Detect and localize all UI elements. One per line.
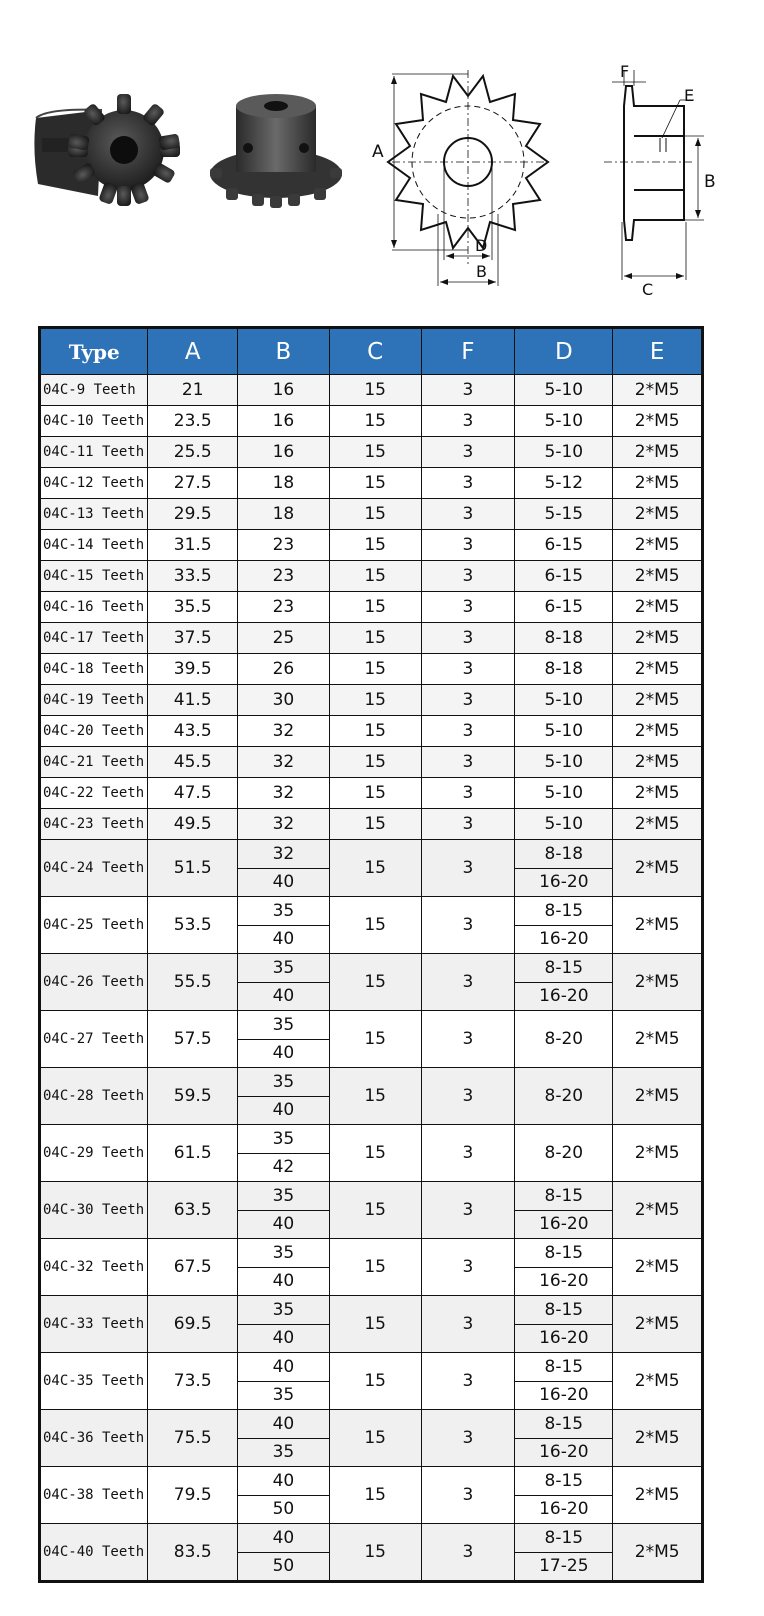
a-cell: 29.5: [148, 499, 238, 530]
e-cell: 2*M5: [613, 1296, 703, 1353]
f-cell: 3: [421, 468, 515, 499]
b-cell: 32: [238, 809, 330, 840]
type-cell: 04C-20 Teeth: [40, 716, 148, 747]
f-cell: 3: [421, 1182, 515, 1239]
dim-label-f: F: [620, 62, 630, 81]
e-cell: 2*M5: [613, 1182, 703, 1239]
e-cell: 2*M5: [613, 747, 703, 778]
f-cell: 3: [421, 1239, 515, 1296]
a-cell: 21: [148, 375, 238, 406]
e-cell: 2*M5: [613, 1125, 703, 1182]
b-cell: 18: [238, 468, 330, 499]
d-cell-value: 16-20: [539, 985, 589, 1006]
b-cell-value: 40: [272, 928, 295, 949]
table-header-row: [40, 328, 703, 375]
c-cell: 15: [329, 840, 421, 897]
e-cell: 2*M5: [613, 406, 703, 437]
b-cell-value: 40: [272, 1042, 295, 1063]
c-cell: 15: [329, 654, 421, 685]
f-cell: 3: [421, 778, 515, 809]
b-cell-value: 35: [238, 1240, 329, 1268]
d-cell-value: 16-20: [539, 1213, 589, 1234]
b-cell-value: 40: [272, 985, 295, 1006]
b-cell-value: 35: [238, 955, 329, 983]
b-cell-value: 40: [238, 1468, 329, 1496]
b-cell: [238, 840, 330, 897]
sprocket-front-drawing: [368, 64, 568, 300]
type-cell: 04C-13 Teeth: [40, 499, 148, 530]
table-row: [40, 1182, 703, 1239]
product-images: [0, 0, 764, 318]
type-cell: 04C-26 Teeth: [40, 954, 148, 1011]
b-cell-value: 50: [272, 1555, 295, 1576]
e-cell: 2*M5: [613, 592, 703, 623]
a-cell: 31.5: [148, 530, 238, 561]
table-row: [40, 1467, 703, 1524]
b-cell: 16: [238, 406, 330, 437]
d-cell-value: 8-15: [515, 1525, 612, 1553]
type-cell: 04C-33 Teeth: [40, 1296, 148, 1353]
c-cell: 15: [329, 437, 421, 468]
e-cell: 2*M5: [613, 778, 703, 809]
table-row: [40, 1011, 703, 1068]
d-cell: 8-20: [515, 1011, 613, 1068]
c-cell: 15: [329, 1068, 421, 1125]
f-cell: 3: [421, 1467, 515, 1524]
type-cell: 04C-22 Teeth: [40, 778, 148, 809]
f-cell: 3: [421, 716, 515, 747]
b-cell: [238, 1182, 330, 1239]
f-cell: 3: [421, 1068, 515, 1125]
b-cell: 23: [238, 592, 330, 623]
d-cell-value: 8-15: [515, 1411, 612, 1439]
d-cell: [515, 897, 613, 954]
type-cell: 04C-10 Teeth: [40, 406, 148, 437]
d-cell: 5-10: [515, 437, 613, 468]
a-cell: 23.5: [148, 406, 238, 437]
a-cell: 59.5: [148, 1068, 238, 1125]
f-cell: 3: [421, 1011, 515, 1068]
f-cell: 3: [421, 406, 515, 437]
f-cell: 3: [421, 530, 515, 561]
a-cell: 43.5: [148, 716, 238, 747]
type-cell: 04C-25 Teeth: [40, 897, 148, 954]
type-cell: 04C-18 Teeth: [40, 654, 148, 685]
table-row: [40, 1296, 703, 1353]
b-cell-value: 35: [272, 1441, 295, 1462]
table-row: [40, 685, 703, 716]
f-cell: 3: [421, 375, 515, 406]
e-cell: 2*M5: [613, 1524, 703, 1582]
dim-label-e: E: [684, 86, 695, 105]
a-cell: 47.5: [148, 778, 238, 809]
c-cell: 15: [329, 623, 421, 654]
table-row: [40, 778, 703, 809]
b-cell-value: 35: [238, 1126, 329, 1154]
spec-table-container: [38, 326, 704, 1583]
e-cell: 2*M5: [613, 623, 703, 654]
d-cell: 8-20: [515, 1068, 613, 1125]
c-cell: 15: [329, 406, 421, 437]
table-row: [40, 954, 703, 1011]
d-cell-value: 8-15: [515, 1354, 612, 1382]
table-row: [40, 592, 703, 623]
b-cell: 32: [238, 778, 330, 809]
a-cell: 63.5: [148, 1182, 238, 1239]
type-cell: 04C-15 Teeth: [40, 561, 148, 592]
d-cell: [515, 1524, 613, 1582]
f-cell: 3: [421, 654, 515, 685]
d-cell: 5-10: [515, 716, 613, 747]
b-cell: 16: [238, 437, 330, 468]
b-cell: 25: [238, 623, 330, 654]
a-cell: 67.5: [148, 1239, 238, 1296]
b-cell: 30: [238, 685, 330, 716]
d-cell: [515, 1467, 613, 1524]
d-cell: [515, 1239, 613, 1296]
c-cell: 15: [329, 1467, 421, 1524]
f-cell: 3: [421, 437, 515, 468]
f-cell: 3: [421, 623, 515, 654]
d-cell: 6-15: [515, 530, 613, 561]
table-row: [40, 1125, 703, 1182]
b-cell: 23: [238, 561, 330, 592]
table-row: [40, 623, 703, 654]
d-cell: 5-10: [515, 375, 613, 406]
d-cell-value: 16-20: [539, 1384, 589, 1405]
type-cell: 04C-28 Teeth: [40, 1068, 148, 1125]
c-cell: 15: [329, 1239, 421, 1296]
dim-label-d: D: [475, 236, 488, 255]
table-row: [40, 747, 703, 778]
header-f: F: [421, 328, 515, 375]
b-cell: 32: [238, 747, 330, 778]
e-cell: 2*M5: [613, 530, 703, 561]
b-cell-value: 40: [238, 1525, 329, 1553]
header-c: C: [329, 328, 421, 375]
d-cell: [515, 954, 613, 1011]
e-cell: 2*M5: [613, 1239, 703, 1296]
e-cell: 2*M5: [613, 1353, 703, 1410]
type-cell: 04C-21 Teeth: [40, 747, 148, 778]
e-cell: 2*M5: [613, 1410, 703, 1467]
b-cell-value: 40: [272, 1327, 295, 1348]
e-cell: 2*M5: [613, 654, 703, 685]
table-row: [40, 1068, 703, 1125]
d-cell: [515, 1182, 613, 1239]
table-row: [40, 654, 703, 685]
e-cell: 2*M5: [613, 716, 703, 747]
dim-label-c: C: [642, 280, 654, 299]
e-cell: 2*M5: [613, 840, 703, 897]
d-cell-value: 17-25: [539, 1555, 589, 1576]
f-cell: 3: [421, 1125, 515, 1182]
header-d: D: [515, 328, 613, 375]
table-row: [40, 716, 703, 747]
a-cell: 75.5: [148, 1410, 238, 1467]
type-cell: 04C-32 Teeth: [40, 1239, 148, 1296]
e-cell: 2*M5: [613, 1068, 703, 1125]
d-cell-value: 16-20: [539, 1270, 589, 1291]
d-cell: 5-10: [515, 809, 613, 840]
b-cell: [238, 954, 330, 1011]
d-cell-value: 8-15: [515, 955, 612, 983]
table-row: [40, 840, 703, 897]
d-cell-value: 16-20: [539, 871, 589, 892]
dim-label-a: A: [372, 142, 384, 162]
d-cell: 8-18: [515, 654, 613, 685]
a-cell: 51.5: [148, 840, 238, 897]
e-cell: 2*M5: [613, 561, 703, 592]
header-a: A: [148, 328, 238, 375]
f-cell: 3: [421, 592, 515, 623]
table-row: [40, 468, 703, 499]
e-cell: 2*M5: [613, 809, 703, 840]
b-cell: [238, 1068, 330, 1125]
b-cell-value: 40: [272, 871, 295, 892]
table-row: [40, 499, 703, 530]
c-cell: 15: [329, 778, 421, 809]
type-cell: 04C-30 Teeth: [40, 1182, 148, 1239]
b-cell: 16: [238, 375, 330, 406]
f-cell: 3: [421, 897, 515, 954]
d-cell: 5-15: [515, 499, 613, 530]
table-row: [40, 437, 703, 468]
b-cell-value: 40: [272, 1213, 295, 1234]
a-cell: 49.5: [148, 809, 238, 840]
a-cell: 61.5: [148, 1125, 238, 1182]
type-cell: 04C-29 Teeth: [40, 1125, 148, 1182]
b-cell: [238, 897, 330, 954]
c-cell: 15: [329, 685, 421, 716]
a-cell: 35.5: [148, 592, 238, 623]
a-cell: 83.5: [148, 1524, 238, 1582]
b-cell: [238, 1296, 330, 1353]
d-cell: 8-18: [515, 623, 613, 654]
d-cell-value: 16-20: [539, 1441, 589, 1462]
f-cell: 3: [421, 954, 515, 1011]
e-cell: 2*M5: [613, 468, 703, 499]
c-cell: 15: [329, 1011, 421, 1068]
a-cell: 45.5: [148, 747, 238, 778]
c-cell: 15: [329, 897, 421, 954]
b-cell: [238, 1011, 330, 1068]
f-cell: 3: [421, 1353, 515, 1410]
type-cell: 04C-17 Teeth: [40, 623, 148, 654]
d-cell: 6-15: [515, 561, 613, 592]
b-cell-value: 50: [272, 1498, 295, 1519]
table-body: [40, 375, 703, 1582]
b-cell-value: 35: [238, 1012, 329, 1040]
table-row: [40, 897, 703, 954]
c-cell: 15: [329, 1353, 421, 1410]
e-cell: 2*M5: [613, 1467, 703, 1524]
d-cell: 5-10: [515, 778, 613, 809]
b-cell-value: 35: [272, 1384, 295, 1405]
d-cell: 5-10: [515, 406, 613, 437]
table-row: [40, 1353, 703, 1410]
b-cell: [238, 1410, 330, 1467]
b-cell: [238, 1467, 330, 1524]
a-cell: 53.5: [148, 897, 238, 954]
c-cell: 15: [329, 1524, 421, 1582]
dim-label-b-front: B: [476, 262, 487, 281]
e-cell: 2*M5: [613, 685, 703, 716]
f-cell: 3: [421, 809, 515, 840]
c-cell: 15: [329, 530, 421, 561]
b-cell-value: 42: [272, 1156, 295, 1177]
b-cell: [238, 1524, 330, 1582]
b-cell: [238, 1353, 330, 1410]
sprocket-photo-angled: [206, 92, 346, 210]
e-cell: 2*M5: [613, 1011, 703, 1068]
c-cell: 15: [329, 375, 421, 406]
d-cell-value: 16-20: [539, 1498, 589, 1519]
a-cell: 33.5: [148, 561, 238, 592]
d-cell: [515, 1353, 613, 1410]
type-cell: 04C-14 Teeth: [40, 530, 148, 561]
type-cell: 04C-9 Teeth: [40, 375, 148, 406]
b-cell-value: 35: [238, 898, 329, 926]
type-cell: 04C-24 Teeth: [40, 840, 148, 897]
b-cell-value: 40: [238, 1354, 329, 1382]
d-cell: 5-10: [515, 747, 613, 778]
type-cell: 04C-27 Teeth: [40, 1011, 148, 1068]
d-cell-value: 8-15: [515, 1240, 612, 1268]
d-cell-value: 16-20: [539, 928, 589, 949]
a-cell: 37.5: [148, 623, 238, 654]
b-cell: [238, 1125, 330, 1182]
type-cell: 04C-35 Teeth: [40, 1353, 148, 1410]
e-cell: 2*M5: [613, 897, 703, 954]
type-cell: 04C-12 Teeth: [40, 468, 148, 499]
type-cell: 04C-16 Teeth: [40, 592, 148, 623]
f-cell: 3: [421, 747, 515, 778]
a-cell: 41.5: [148, 685, 238, 716]
c-cell: 15: [329, 809, 421, 840]
c-cell: 15: [329, 561, 421, 592]
b-cell-value: 32: [238, 841, 329, 869]
type-cell: 04C-38 Teeth: [40, 1467, 148, 1524]
f-cell: 3: [421, 1524, 515, 1582]
c-cell: 15: [329, 1182, 421, 1239]
d-cell: [515, 840, 613, 897]
b-cell: 26: [238, 654, 330, 685]
c-cell: 15: [329, 1296, 421, 1353]
f-cell: 3: [421, 1296, 515, 1353]
d-cell-value: 8-15: [515, 1297, 612, 1325]
c-cell: 15: [329, 468, 421, 499]
d-cell-value: 8-15: [515, 898, 612, 926]
e-cell: 2*M5: [613, 954, 703, 1011]
c-cell: 15: [329, 716, 421, 747]
header-type: Type: [40, 328, 148, 375]
d-cell: [515, 1410, 613, 1467]
a-cell: 27.5: [148, 468, 238, 499]
c-cell: 15: [329, 954, 421, 1011]
table-row: [40, 1524, 703, 1582]
dim-label-b-side: B: [704, 172, 716, 192]
type-cell: 04C-11 Teeth: [40, 437, 148, 468]
d-cell-value: 16-20: [539, 1327, 589, 1348]
d-cell: 8-20: [515, 1125, 613, 1182]
type-cell: 04C-36 Teeth: [40, 1410, 148, 1467]
type-cell: 04C-40 Teeth: [40, 1524, 148, 1582]
a-cell: 69.5: [148, 1296, 238, 1353]
a-cell: 39.5: [148, 654, 238, 685]
spec-table: [38, 326, 704, 1583]
c-cell: 15: [329, 747, 421, 778]
table-row: [40, 1239, 703, 1296]
table-row: [40, 809, 703, 840]
f-cell: 3: [421, 1410, 515, 1467]
d-cell-value: 8-15: [515, 1183, 612, 1211]
b-cell: 23: [238, 530, 330, 561]
a-cell: 57.5: [148, 1011, 238, 1068]
header-e: E: [613, 328, 703, 375]
table-row: [40, 561, 703, 592]
a-cell: 25.5: [148, 437, 238, 468]
a-cell: 73.5: [148, 1353, 238, 1410]
b-cell-value: 35: [238, 1069, 329, 1097]
table-row: [40, 406, 703, 437]
f-cell: 3: [421, 499, 515, 530]
b-cell: 18: [238, 499, 330, 530]
f-cell: 3: [421, 561, 515, 592]
b-cell-value: 40: [272, 1099, 295, 1120]
c-cell: 15: [329, 499, 421, 530]
b-cell-value: 40: [272, 1270, 295, 1291]
f-cell: 3: [421, 685, 515, 716]
b-cell: 32: [238, 716, 330, 747]
table-row: [40, 375, 703, 406]
b-cell-value: 40: [238, 1411, 329, 1439]
d-cell: [515, 1296, 613, 1353]
e-cell: 2*M5: [613, 499, 703, 530]
table-row: [40, 1410, 703, 1467]
f-cell: 3: [421, 840, 515, 897]
d-cell-value: 8-15: [515, 1468, 612, 1496]
d-cell: 5-12: [515, 468, 613, 499]
e-cell: 2*M5: [613, 437, 703, 468]
table-row: [40, 530, 703, 561]
c-cell: 15: [329, 1410, 421, 1467]
d-cell-value: 8-18: [515, 841, 612, 869]
a-cell: 79.5: [148, 1467, 238, 1524]
type-cell: 04C-19 Teeth: [40, 685, 148, 716]
d-cell: 6-15: [515, 592, 613, 623]
d-cell: 5-10: [515, 685, 613, 716]
a-cell: 55.5: [148, 954, 238, 1011]
b-cell-value: 35: [238, 1183, 329, 1211]
e-cell: 2*M5: [613, 375, 703, 406]
b-cell: [238, 1239, 330, 1296]
c-cell: 15: [329, 1125, 421, 1182]
c-cell: 15: [329, 592, 421, 623]
b-cell-value: 35: [238, 1297, 329, 1325]
sprocket-photo-front: [28, 88, 188, 208]
header-b: B: [238, 328, 330, 375]
type-cell: 04C-23 Teeth: [40, 809, 148, 840]
